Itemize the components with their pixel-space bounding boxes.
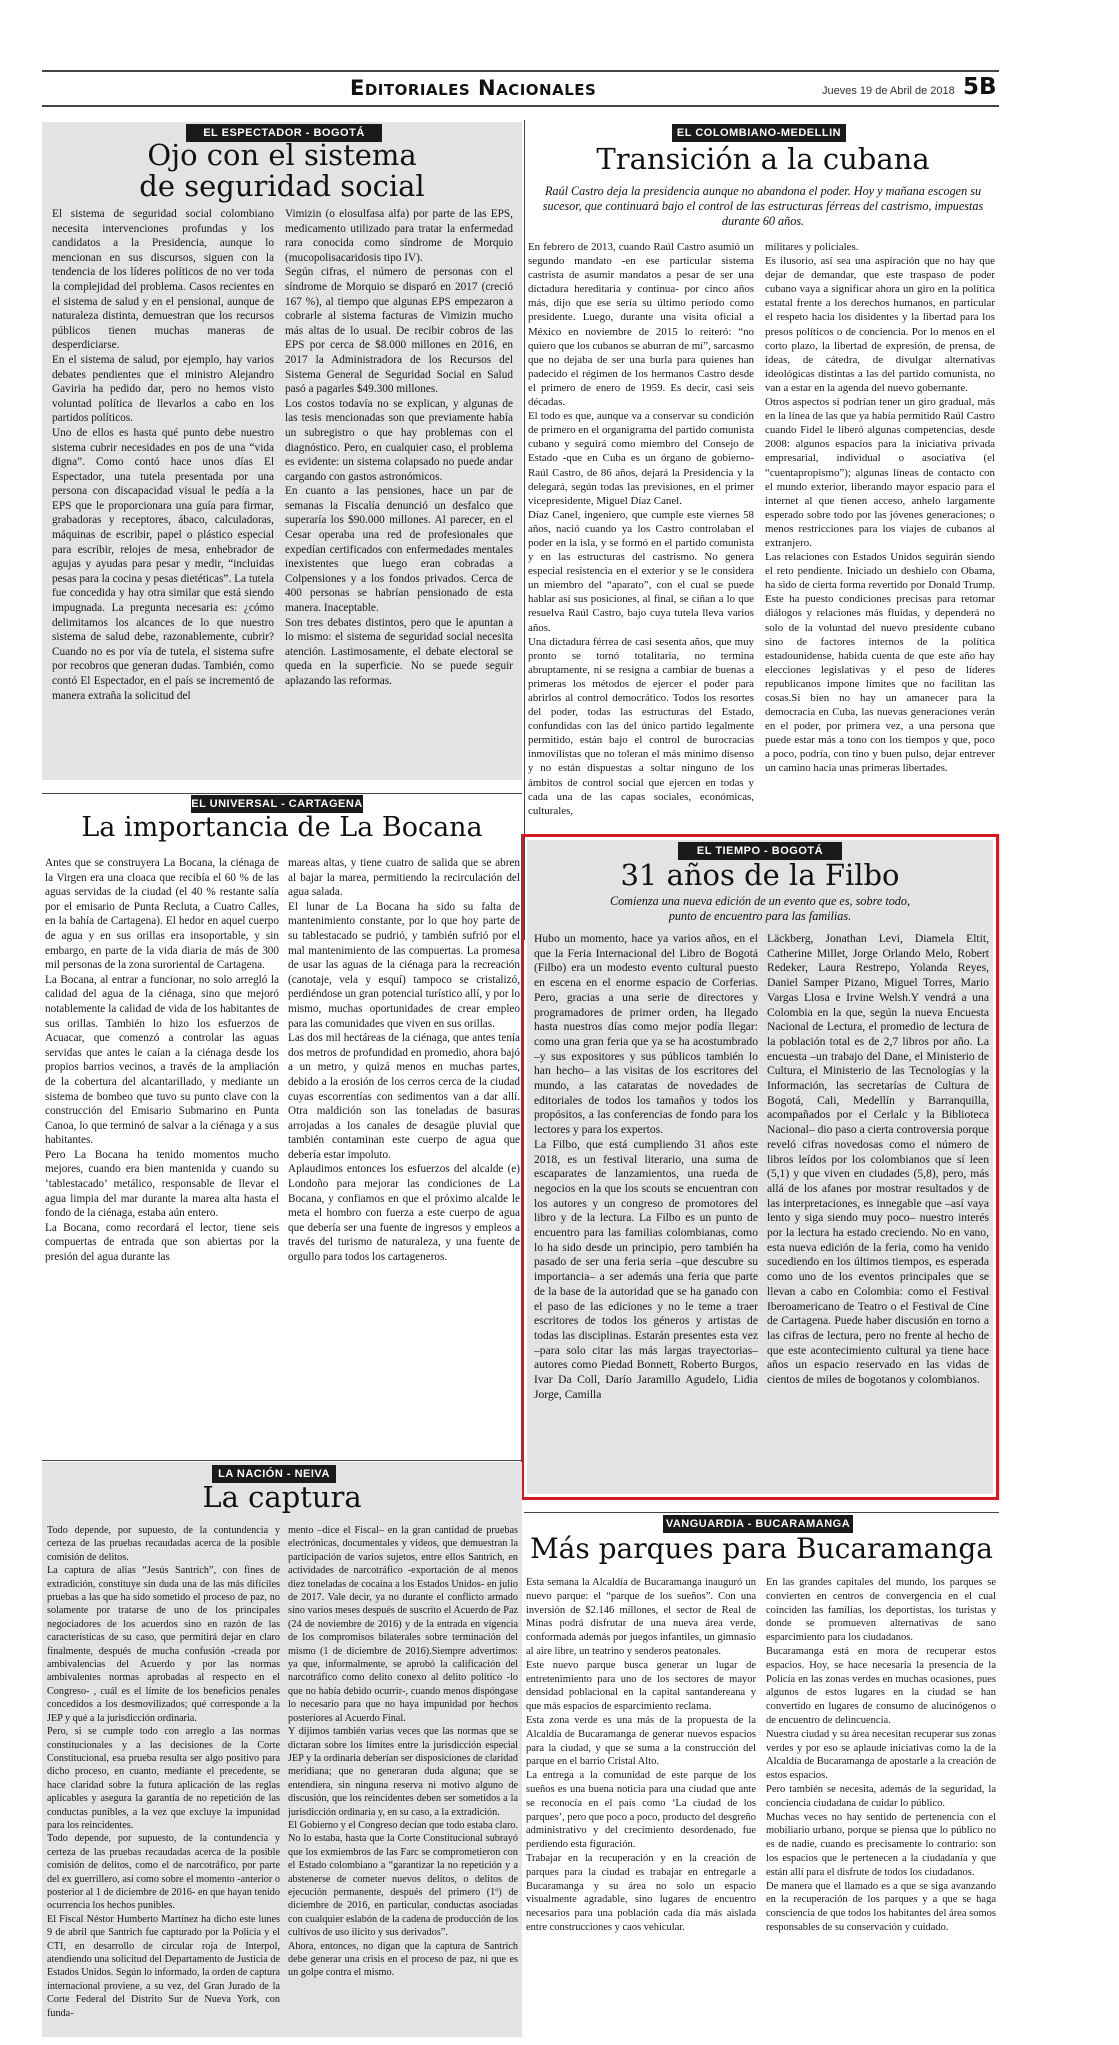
vanguardia-headline: Más parques para Bucaramanga: [530, 1532, 993, 1565]
vanguardia-source-tag: VANGUARDIA - BUCARAMANGA: [663, 1515, 853, 1533]
vanguardia-top-rule: [524, 1512, 999, 1513]
colombiano-body-col1: En febrero de 2013, cuando Raúl Castro asumió un segundo mandato -en ese particular sistema castrista de asumir mandatos a pesar de ser una dictadura hereditaria y continua- por cinco años más, dijo que ese sería su último período como presidente. Luego, durante una visita oficial a México en noviembre de 2015 lo reiteró: “no quiero que los cubanos se aburran de mí”, sarcasmo que no dejaba de ser una burla para quienes han padecido el régimen de los hermanos Castro desde el primero de enero de 1959. Es decir, casi seis décadas. El todo es que, aunque va a conservar su condición de primero en el organigrama del partido comunista cubano y seguirá como miembro del Consejo de Estado -que en Cuba es un órgano de gobierno- Raúl Castro, de 86 años, dejará la Presidencia y la delegará, según todas las previsiones, en el primer vicepresidente, Miguel Díaz Canel. Díaz Canel, ingeniero, que cumple este viernes 58 años, nació cuando ya los Castro controlaban el poder en la isla, y se formó en el partido comunista y en las estructuras del castrismo. No genera especial resistencia en el exterior y se le considera un miembro del “aparato”, con el cual se puede hablar así sus posiciones, al final, se ciñan a lo que resuelva Raúl Castro, bajo cuya tutela lleva varios años. Una dictadura férrea de casi sesenta años, que muy pronto se tornó totalitaria, no termina abruptamente, ni se resigna a cambiar de buenas a primeras los métodos de ejercer el poder para abrirlos al control democrático. Todos los resortes del poder, todas las estructuras del Estado, confundidas con las del único partido legalmente permitido, están bajo el control de burocracias inmovilistas que no toleran el más mínimo disenso y no están dispuestas a soltar ninguno de los ámbitos de control social que ejercen en todas y cada una de las capas sociales, económicas, culturales,: [528, 241, 754, 817]
colombiano-headline: Transición a la cubana: [596, 142, 930, 176]
header-top-rule: [42, 70, 999, 72]
tiempo-source-tag: EL TIEMPO - BOGOTÁ: [678, 842, 842, 860]
vanguardia-body-col1: Esta semana la Alcaldía de Bucaramanga inauguró un nuevo parque: el “parque de los sueños”. Con una inversión de $2.146 millones, el sector de Real de Minas podrá disfrutar de una nueva área verde, conformada además por juegos infantiles, un gimnasio al aire libre, un teatrino y senderos peatonales. Este nuevo parque busca generar un lugar de entretenimiento para uno de los sectores de mayor densidad poblacional en la capital santandereana y que más espacios de esparcimiento reclama. Esta zona verde es una más de la propuesta de la Alcaldía de Bucaramanga de generar nuevos espacios para la ciudad, y que se suma a la construcción del parque en el barrio Cristal Alto. La entrega a la comunidad de este parque de los sueños es una buena noticia para una ciudad que ante se reconocía en el país como ‘La ciudad de los parques’, pero que poco a poco, producto del desgreño administrativo y del crecimiento desordenado, fue perdiendo esta figuración. Trabajar en la recuperación y en la creación de parques para la ciudad es trabajar en entregarle a Bucaramanga y su área no solo un espacio visualmente agradable, sino lugares de encuentro necesarios para una población cada día más aislada entre construcciones y caos vehicular.: [526, 1577, 756, 1933]
nacion-top-rule: [42, 1460, 522, 1461]
tiempo-headline: 31 años de la Filbo: [620, 858, 900, 892]
espectador-body-col1: El sistema de seguridad social colombiano necesita intervenciones profundas y los candidatos a la Presidencia, aunque lo mencionan en sus discursos, siguen con la tendencia de los líderes políticos de no ver toda la complejidad del problema. Casos recientes en el sistema de salud y en el pensional, aunque de naturaleza distinta, demuestran que los recursos públicos tienen muchas maneras de desperdiciarse. En el sistema de salud, por ejemplo, hay varios debates pendientes que el ministro Alejandro Gaviria ha pedido dar, pero no hemos visto voluntad política de llevarlos a cabo en los partidos políticos. Uno de ellos es hasta qué punto debe nuestro sistema cubrir necesidades en pos de una “vida digna”. Como contó hace unos días El Espectador, una tutela presentada por una persona con discapacidad visual le pedía a la EPS que le proporcionara una guía para firmar, grabadoras y receptores, ábaco, calculadoras, máquinas de escribir, papel o plástico especial para escribir, relojes de mesa, enhebrador de agujas y ayudas para pesar y medir, “incluidas pesas para la cocina y pesas dietéticas”. La tutela fue concedida y hay otra similar que está siendo impugnada. La pregunta necesaria es: ¿cómo delimitamos los alcances de lo que nuestro sistema de salud debe, razonablemente, cubrir? Cuando no es por vía de tutela, el sistema sufre por recobros que generan dudas. También, como contó El Espectador, en el país se incrementó de manera extraña la solicitud del: [52, 208, 274, 702]
tiempo-body-col1: Hubo un momento, hace ya varios años, en el que la Feria Internacional del Libro de Bogotá (Filbo) era un modesto evento cultural puesto en escena en el enorme espacio de Corferias. Pero, gracias a una serie de directores y programadores de primer orden, ha llegado hasta nuestros días como mejor podía llegar: como una gran feria que ya se ha acostumbrado –y sus expositores y sus públicos también lo han hecho– a las visitas de los escritores del mundo, a las cataratas de novedades de editoriales de todos los tamaños y todos los propósitos, a las conferencias de fondo para los lectores y para los expertos. La Filbo, que está cumpliendo 31 años este 2018, es un festival literario, una suma de escaparates de lanzamientos, una rueda de negocios en la que los scouts se encuentran con los autores y un congreso de promotores del libro y de la lectura. La Filbo es un punto de encuentro para las familias colombianas, como lo ha sido desde un principio, pero también ha pasado de ser una feria seria –que descubre su importancia– a ser además una feria que parte de la base de la autoridad que se ha ganado con el paso de las ediciones y no le teme a traer escritores de todos los géneros y artistas de todas las disciplinas. Estarán presentes esta vez –para solo citar las más largas trayectorias– autores como Piedad Bonnett, Roberto Burgos, Ivar Da Coll, Darío Jaramillo Agudelo, Lidia Jorge, Camilla: [534, 932, 758, 1401]
nacion-headline: La captura: [202, 1480, 362, 1514]
column-divider: [524, 120, 525, 940]
espectador-source-tag: EL ESPECTADOR - BOGOTÁ: [186, 124, 382, 142]
colombiano-deck: Raúl Castro deja la presidencia aunque no abandona el poder. Hoy y mañana escogen su sucesor, que continuará bajo el control de las estructuras férreas del castrismo, impuestas durante 60 años.: [542, 184, 984, 228]
colombiano-body-col2: militares y policiales. Es ilusorio, así sea una aspiración que no hay que dejar de demandar, que este traspaso de poder cubano vaya a significar ahora un giro en la política estatal frente a los derechos humanos, en particular el respeto hacia los disidentes y la libertad para los presos políticos o de conciencia. Por lo menos en el corto plazo, la libertad de expresión, de prensa, de ideas, de cátedra, de divulgar alternativas ideológicas distintas a las del partido comunista, no van a estar en la agenda del nuevo gobernante. Otros aspectos sí podrían tener un giro gradual, más en la línea de las que ya había permitido Raúl Castro cuando Fidel le liberó algunas competencias, desde 2008: algunos espacios para la iniciativa privada empresarial, individual o asociativa (el “cuentapropismo”); algunas líneas de contacto con el mundo exterior, liberando mayor espacio para el internet al que tienen acceso, anhelo largamente esperado sobre todo por las jóvenes generaciones; o menos restricciones para los viajes de cubanos al extranjero. Las relaciones con Estados Unidos seguirán siendo el reto pendiente. Iniciado un deshielo con Obama, ha sido de cierta forma revertido por Donald Trump. Este ha puesto condiciones precisas para retomar diálogos y relaciones más fluidas, y dependerá no solo de la voluntad del nuevo presidente cubano sino de factores internos de la política estadounidense, habida cuenta de que este año hay elecciones legislativas y el peso de líderes republicanos impone límites que no facilitan las cosas.Si bien no hay un amanecer para la democracia en Cuba, las nuevas generaciones verán en el poder, por primera vez, a una persona que puede estar más a tono con los tiempos y que, poco a poco, podría, con tino y buen pulso, dejar entrever un camino hacia unas primeras libertades.: [765, 241, 995, 775]
header-bottom-rule: [42, 105, 999, 107]
tiempo-deck: Comienza una nueva edición de un evento que es, sobre todo, punto de encuentro para las familias.: [609, 894, 911, 923]
tiempo-body-col2: Läckberg, Jonathan Levi, Diamela Eltit, Catherine Millet, Jorge Orlando Melo, Robert Redeker, Laura Restrepo, Yolanda Reyes, Daniel Samper Pizano, Miguel Torres, Mario Vargas Llosa e Irvine Welsh.Y vendrá a una Colombia en la que, según la nueva Encuesta Nacional de Lectura, el promedio de lectura de la población total es de 2,7 libros por año. La encuesta –un trabajo del Dane, el Ministerio de Cultura, el Ministerio de las Tecnologías y la Información, las secretarías de Cultura de Bogotá, Cali, Medellín y Barranquilla, acompañados por el Cerlalc y la Biblioteca Nacional– dio paso a cierta controversia porque reveló cifras novedosas como el número de libros leídos por los colombianos que sí leen (5,1) y que viven en ciudades (5,8), pero, más allá de los afanes por mostrar resultados y de las interpretaciones, es innegable que –así vaya lento y siga siendo muy poco– nuestro interés por la lectura ha estado creciendo. No en vano, esta nueva edición de la feria, como ha venido sucediendo en los últimos tiempos, es esperada como uno de los eventos principales que se llevan a cabo en Colombia: como el Festival Iberoamericano de Teatro o el Festival de Cine de Cartagena. Puede haber discusión en torno a las cifras de lectura, pero no frente al hecho de que este acontecimiento cultural ya tiene hace años un espacio reservado en las vidas de cientos de miles de bogotanos y colombianos.: [767, 932, 989, 1387]
page-number: 5B: [963, 74, 997, 100]
universal-top-rule: [42, 793, 522, 794]
issue-date: Jueves 19 de Abril de 2018: [822, 85, 955, 97]
universal-source-tag: EL UNIVERSAL - CARTAGENA: [191, 795, 363, 813]
nacion-source-tag: LA NACIÓN - NEIVA: [212, 1465, 336, 1483]
espectador-headline-line2: de seguridad social: [139, 169, 425, 203]
colombiano-source-tag: EL COLOMBIANO-MEDELLIN: [672, 124, 846, 142]
nacion-body-col2: mento –dice el Fiscal– en la gran cantidad de pruebas electrónicas, documentales y videos, que demuestran la participación de varios sujetos, entre ellos Santrich, en actividades de narcotráfico -exportación de al menos diez toneladas de cocaína a los Estados Unidos- en julio de 2017. Vale decir, ya no durante el conflicto armado sino varios meses después de suscrito el Acuerdo de Paz (24 de noviembre de 2016) y de la entrada en vigencia de los compromisos bilaterales sobre terminación del mismo (1 de diciembre de 2016).Siempre advertimos: ya que, informalmente, se aprobó la calificación del narcotráfico como delito conexo al delito político -lo que no había debido ocurrir-, cuando menos dispóngase lo necesario para que no haya impunidad por hechos posteriores al Acuerdo Final. Y dijimos también varias veces que las normas que se dictaran sobre los límites entre la jurisdicción especial JEP y la ordinaria deberían ser disposiciones de claridad meridiana; que no generaran duda alguna; que se entendiera, sin ninguna reserva ni motivo alguno de discusión, que los reincidentes deben ser sometidos a la jurisdicción ordinaria y, en su caso, a la extradición. El Gobierno y el Congreso decían que todo estaba claro. No lo estaba, hasta que la Corte Constitucional subrayó que los exmiembros de las Farc se comprometieron con el Estado colombiano a “garantizar la no repetición y a abstenerse de cometer nuevos delitos, o delitos de ejecución permanente, después del primero (1º) de diciembre de 2016, en particular, conductas asociadas con cualquier eslabón de la cadena de producción de los cultivos de uso ilícito y sus derivados”. Ahora, entonces, no digan que la captura de Santrich debe generar una crisis en el proceso de paz, ni que es un golpe contra el mismo.: [288, 1525, 518, 1979]
universal-body-col1: Antes que se construyera La Bocana, la ciénaga de la Virgen era una cloaca que recibía el 60 % de las aguas servidas de la ciudad (el 40 % restante salía por el emisario de Punta Recluta, a Cuatro Calles, en la bahía de Cartagena). El hedor en aquel cuerpo de agua y en sus orillas era insoportable, y sin embargo, en parte de la vida diaria de más de 300 mil personas de la zona suroriental de Cartagena. La Bocana, al entrar a funcionar, no solo arregló la calidad del agua de la ciénaga, sino que mejoró notablemente la calidad de vida de los habitantes de sus orillas. También lo hizo los esfuerzos de Acuacar, que comenzó a controlar las aguas servidas que antes le caían a la ciénaga desde los propios barrios vecinos, a través de la ampliación de la cobertura del alcantarillado, y mediante un sistema de bombeo que tuvo su punto clave con la construcción del Emisario Submarino en Punta Canoa, lo que terminó de salvar a la ciénaga y a sus habitantes. Pero La Bocana ha tenido momentos mucho mejores, cuando era bien mantenida y cuando su ‘tablestacado’ metálico, responsable de llevar el agua limpia del mar durante la marea alta hasta el fondo de la ciénaga, estaba aún entero. La Bocana, como recordará el lector, tiene seis compuertas de entrada que son abiertas por la presión del agua durante las: [45, 857, 279, 1264]
espectador-body-col2: Vimizin (o elosulfasa alfa) por parte de las EPS, medicamento utilizado para tratar la enfermedad rara conocida como síndrome de Morquio (mucopolisacaridosis tipo IV). Según cifras, el número de personas con el síndrome de Morquio se disparó en 2017 (creció 167 %), al tiempo que algunas EPS empezaron a cobrarle al sistema facturas de Vimizin mucho más altas de lo usual. De recibir cobros de las EPS por cerca de $8.000 millones en 2016, en 2017 la Administradora de los Recursos del Sistema General de Seguridad Social en Salud pasó a pagarles $49.300 millones. Los costos todavía no se explican, y algunas de las tesis mencionadas son que previamente había un subregistro o que hay problemas con el diagnóstico. Pero, en cualquier caso, el problema es evidente: un sistema colapsado no puede andar cargando con gastos astronómicos. En cuanto a las pensiones, hace un par de semanas la Fiscalía denunció un desfalco que superaría los $90.000 millones. Al parecer, en el Cesar operaba una red de profesionales que expedían certificados con enfermedades mentales inexistentes que luego eran cobradas a Colpensiones y a los fondos privados. Cerca de 400 personas se habrían pensionado de esta manera. Inaceptable. Son tres debates distintos, pero que le apuntan a lo mismo: el sistema de seguridad social necesita atención. Lastimosamente, el debate electoral se queda en la superficie. No se puede seguir aplazando las reformas.: [285, 208, 513, 687]
espectador-headline-line1: Ojo con el sistema: [147, 138, 417, 172]
espectador-headline: [45, 140, 519, 202]
section-title: Editoriales Nacionales: [350, 76, 597, 100]
nacion-body-col1: Todo depende, por supuesto, de la contundencia y certeza de las pruebas recaudadas acerca de la posible comisión de delitos. La captura de alias “Jesús Santrich”, con fines de extradición, constituye sin duda una de las más difíciles pruebas a las que ha sido sometido el proceso de paz, no solamente por tratarse de uno de los principales negociadores de los acuerdos sino en razón de las características de su caso, que permitirá dejar en claro finalmente, después de mucha confusión -creada por ambivalencias del Acuerdo y por las normas ambivalentes normas aprobadas al respecto en el Congreso- , cuál es el límite de los beneficios penales concedidos a los desmovilizados; qué corresponde a la JEP y qué a la jurisdicción ordinaria. Pero, si se cumple todo con arreglo a las normas constitucionales y a las decisiones de la Corte Constitucional, esa prueba resulta ser algo positivo para dicho proceso, en cuanto, mediante el precedente, se hace claridad sobre la futura aplicación de las reglas aplicables y asegura la garantía de no repetición de las conductas punibles, a la vez que excluye la impunidad para los reincidentes. Todo depende, por supuesto, de la contundencia y certeza de las pruebas recaudadas acerca de la posible comisión de delitos, como el de narcotráfico, por parte del ex guerrillero, así como sobre el momento -anterior o posterior al 1 de diciembre de 2016- en que hayan tenido ocurrencia los hechos punibles. El Fiscal Néstor Humberto Martínez ha dicho este lunes 9 de abril que Santrich fue capturado por la Policía y el CTI, en desarrollo de circular roja de Interpol, atendiendo una solicitud del Departamento de Justicia de Estados Unidos. Según lo informado, la orden de captura internacional proviene, a su vez, del Gran Jurado de la Corte Federal del Distrito Sur de Nueva York, con funda-: [47, 1525, 280, 2019]
universal-headline: La importancia de La Bocana: [81, 812, 483, 843]
vanguardia-body-col2: En las grandes capitales del mundo, los parques se convierten en centros de convergencia en el cual coinciden las familias, los deportistas, los turistas y donde se promueven alternativas de sano esparcimiento para los ciudadanos. Bucaramanga está en mora de recuperar estos espacios. Hoy, se hace necesaria la presencia de la Policía en las zonas verdes en muchas ocasiones, pues algunos de estos lugares en la ciudad se han convertido en lugares de consumo de alucinógenos o de encuentro de delincuencia. Nuestra ciudad y su área necesitan recuperar sus zonas verdes y por eso se aplaude iniciativas como la de la Alcaldía de Bucaramanga de apostarle a la creación de estos espacios. Pero también se necesita, además de la seguridad, la conciencia ciudadana de cuidar lo público. Muchas veces no hay sentido de pertenencia con el mobiliario urbano, porque se piensa que lo público no es de nadie, cuando es precisamente lo contrario: son los espacios que le pertenecen a la ciudadanía y que están allí para el disfrute de todos los ciudadanos. De manera que el llamado es a que se siga avanzando en la recuperación de los parques y a que se haga consciencia de que todos los habitantes del área somos responsables de su conservación y cuidado.: [766, 1577, 996, 1933]
universal-body-col2: mareas altas, y tiene cuatro de salida que se abren al bajar la marea, permitiendo la recirculación del agua salada. El lunar de La Bocana ha sido su falta de mantenimiento constante, por lo que hoy parte de su tablestacado se pudrió, y también sufrió por el mal mantenimiento de las compuertas. La promesa de usar las aguas de la ciénaga para la recreación (canotaje, vela y esquí) tampoco se cristalizó, perdiéndose un gran potencial turístico allí, y por lo mismo, muchas oportunidades de crear empleo para las comunidades que viven en sus orillas. Las dos mil hectáreas de la ciénaga, que antes tenía dos metros de profundidad en promedio, ahora bajó a un metro, y quizá menos en muchas partes, debido a la erosión de los cerros cerca de la ciudad cuyas escorrentías con sedimentos van a dar allí. Otra maldición son las toneladas de basuras arrojadas a los canales de desagüe pluvial que también contaminan este cuerpo de agua que debería estar impoluto. Aplaudimos entonces los esfuerzos del alcalde (e) Londoño para mejorar las condiciones de La Bocana, y confiamos en que el próximo alcalde le meta el hombro con fuerza a este cuerpo de agua que debería ser una fuente de ingresos y empleos a través del turismo de naturaleza, y una fuente de orgullo para todos los cartageneros.: [288, 857, 520, 1264]
